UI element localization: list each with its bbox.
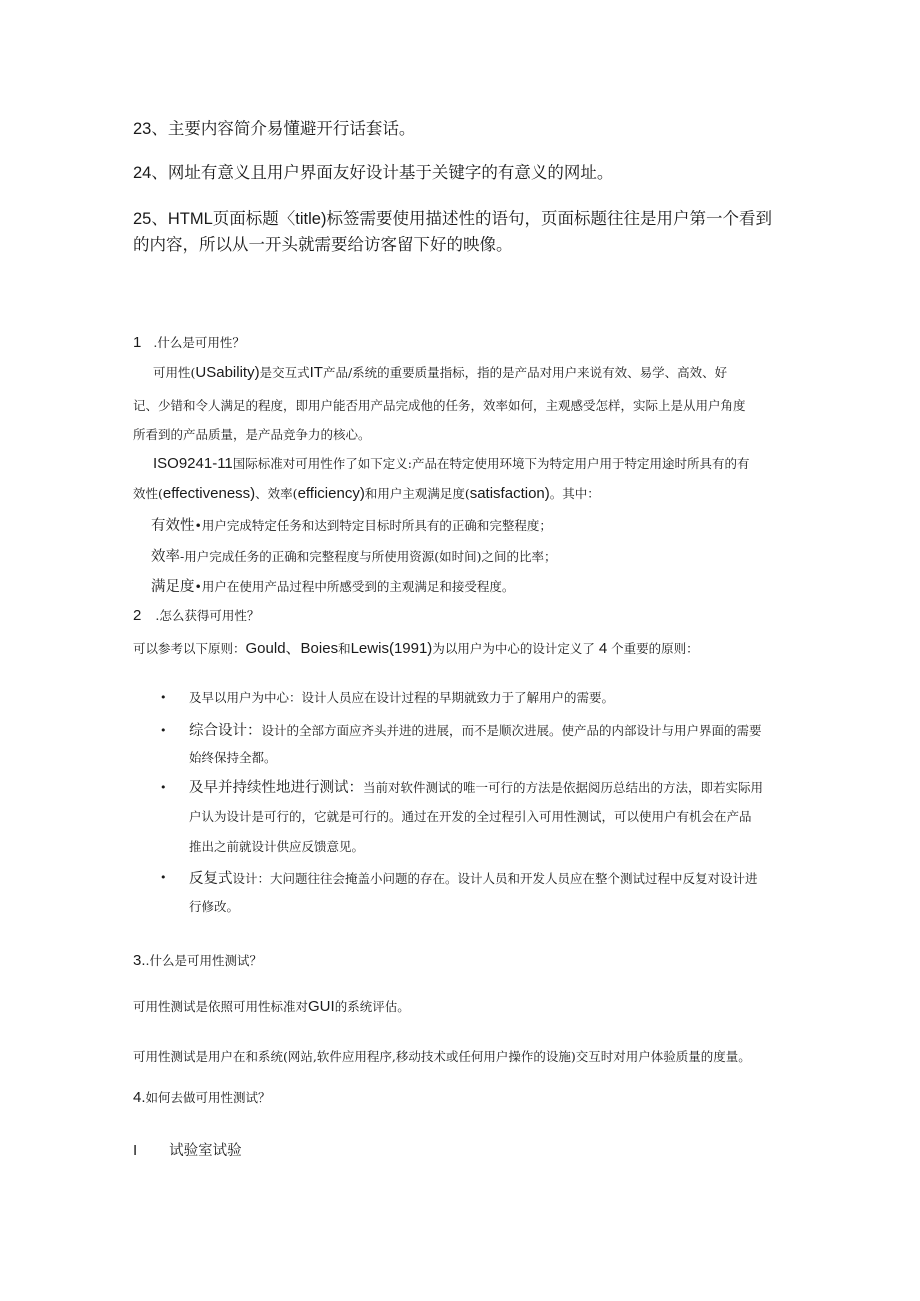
text-run: 。其中： — [549, 486, 600, 501]
text-run: 可用性( — [153, 365, 196, 380]
section4-heading — [133, 1088, 271, 1107]
section1-heading — [133, 333, 245, 352]
term-it: IT — [309, 364, 323, 381]
bullet-icon: • — [160, 871, 167, 884]
bullet-icon: • — [160, 781, 167, 794]
definition-term: 有效性 — [151, 518, 195, 534]
section4-title: 如何去做可用性测试？ — [145, 1090, 271, 1105]
term-efficiency: efficiency) — [297, 485, 365, 502]
definition-efficiency — [151, 545, 556, 566]
principle-text: 设计的全部方面应齐头并进的进展，而不是顺次进展。使产品的内部设计与用户界面的需要 — [261, 723, 762, 738]
bullet-icon: • — [160, 691, 167, 704]
principle-3-line3: 推出之前就设计供应反馈意见。 — [189, 839, 365, 854]
term-lewis: Lewis(1991) — [350, 640, 433, 657]
text-run: 国际标准对可用性作了如下定义:产品在特定使用环境下为特定用户用于特定用途时所具有的有 — [232, 456, 750, 471]
bullet-icon: • — [160, 724, 167, 737]
section4-number: 4. — [133, 1089, 146, 1106]
section3-title: .什么是可用性测试？ — [145, 953, 262, 968]
section1-p1-line3: 所看到的产品质量，是产品竞争力的核心。 — [133, 427, 371, 442]
subheading-marker: I — [133, 1142, 138, 1159]
principle-3-line1 — [189, 776, 763, 797]
text-run: 和 — [338, 641, 351, 656]
text-run: 、效率( — [255, 486, 298, 501]
term-iso: ISO9241-11 — [153, 455, 233, 472]
text-run: 和用户主观满足度( — [364, 486, 470, 501]
text-run: 可用性测试是依照可用性标准对 — [133, 999, 309, 1014]
definition-text: •用户完成特定任务和达到特定目标时所具有的正确和完整程度； — [194, 518, 552, 533]
text-run: 为以用户为中心的设计定义了 — [432, 641, 595, 656]
definition-term: 效率 — [151, 549, 180, 565]
principle-4-line1 — [189, 867, 758, 888]
section2-heading — [133, 606, 259, 625]
principle-1: 及早以用户为中心：设计人员应在设计过程的早期就致力于了解用户的需要。 — [189, 690, 615, 705]
term-count: 4 — [598, 640, 608, 657]
item-23: 23、主要内容简介易懂避开行话套话。 — [133, 120, 416, 138]
section1-title: .什么是可用性？ — [153, 335, 245, 350]
principle-term: 及早并持续性地进行测试： — [189, 780, 363, 796]
term-effectiveness: effectiveness) — [162, 485, 256, 502]
term-usability: USability) — [195, 364, 260, 381]
definition-satisfaction — [151, 575, 514, 596]
term-gui: GUI — [308, 998, 335, 1015]
text-run: 可以参考以下原则： — [133, 641, 246, 656]
section3-p2: 可用性测试是用户在和系统(网站,软件应用程序,移动技术或任何用户操作的设施)交互时对用户体验质量的度量。 — [133, 1049, 751, 1064]
text-run: 的系统评估。 — [334, 999, 410, 1014]
definition-term: 满足度 — [151, 579, 195, 595]
definition-text: •用户在使用产品过程中所感受到的主观满足和接受程度。 — [194, 579, 515, 594]
principle-text: 当前对软件测试的唯一可行的方法是依据阅历总结出的方法，即若实际用 — [363, 780, 764, 795]
term-satisfaction: satisfaction) — [469, 485, 550, 502]
principle-term: 综合设计： — [189, 723, 262, 739]
principle-3-line2: 户认为设计是可行的，它就是可行的。通过在开发的全过程引入可用性测试，可以使用户有机会在产品 — [189, 809, 752, 824]
text-run: 是交互式 — [259, 365, 310, 380]
item-24: 24、网址有意义且用户界面友好设计基于关键字的有意义的网址。 — [133, 164, 614, 182]
section1-p2-line2 — [133, 484, 600, 502]
definition-effectiveness — [151, 514, 552, 535]
text-run: 效性( — [133, 486, 163, 501]
principle-text: 设计：大问题往往会掩盖小问题的存在。设计人员和开发人员应在整个测试过程中反复对设计进 — [232, 871, 758, 886]
item-25-line2: 的内容，所以从一开头就需要给访客留下好的映像。 — [133, 236, 513, 254]
section2-number: 2 — [133, 607, 142, 624]
principle-term: 反复式 — [189, 871, 233, 887]
text-run: 个重要的原则： — [611, 641, 699, 656]
section3-p1 — [133, 997, 410, 1015]
section1-p1-line1 — [153, 363, 727, 381]
definition-text: -用户完成任务的正确和完整程度与所使用资源(如时间)之间的比率； — [180, 549, 557, 564]
principle-2-line2: 始终保持全都。 — [189, 750, 277, 765]
text-run: 产品/系统的重要质量指标，指的是产品对用户来说有效、易学、高效、好 — [322, 365, 728, 380]
subheading-title: 试验室试验 — [169, 1143, 242, 1159]
section4-subheading — [133, 1139, 242, 1160]
section3-heading — [133, 951, 262, 970]
section1-number: 1 — [133, 334, 142, 351]
item-25-line1: 25、HTML页面标题〈title)标签需要使用描述性的语句，页面标题往往是用户第一个看到 — [133, 210, 772, 228]
section2-title: .怎么获得可用性？ — [155, 608, 260, 623]
principle-2-line1 — [189, 719, 762, 740]
principle-4-line2: 行修改。 — [189, 899, 240, 914]
section2-intro — [133, 637, 699, 658]
section1-p1-line2: 记、少错和令人满足的程度，即用户能否用产品完成他的任务，效率如何，主观感受怎样，实际上是从用户角度 — [133, 398, 746, 413]
section1-p2-line1 — [153, 454, 750, 472]
section3-number: 3. — [133, 952, 146, 969]
term-authors: Gould、Boies — [245, 640, 339, 657]
